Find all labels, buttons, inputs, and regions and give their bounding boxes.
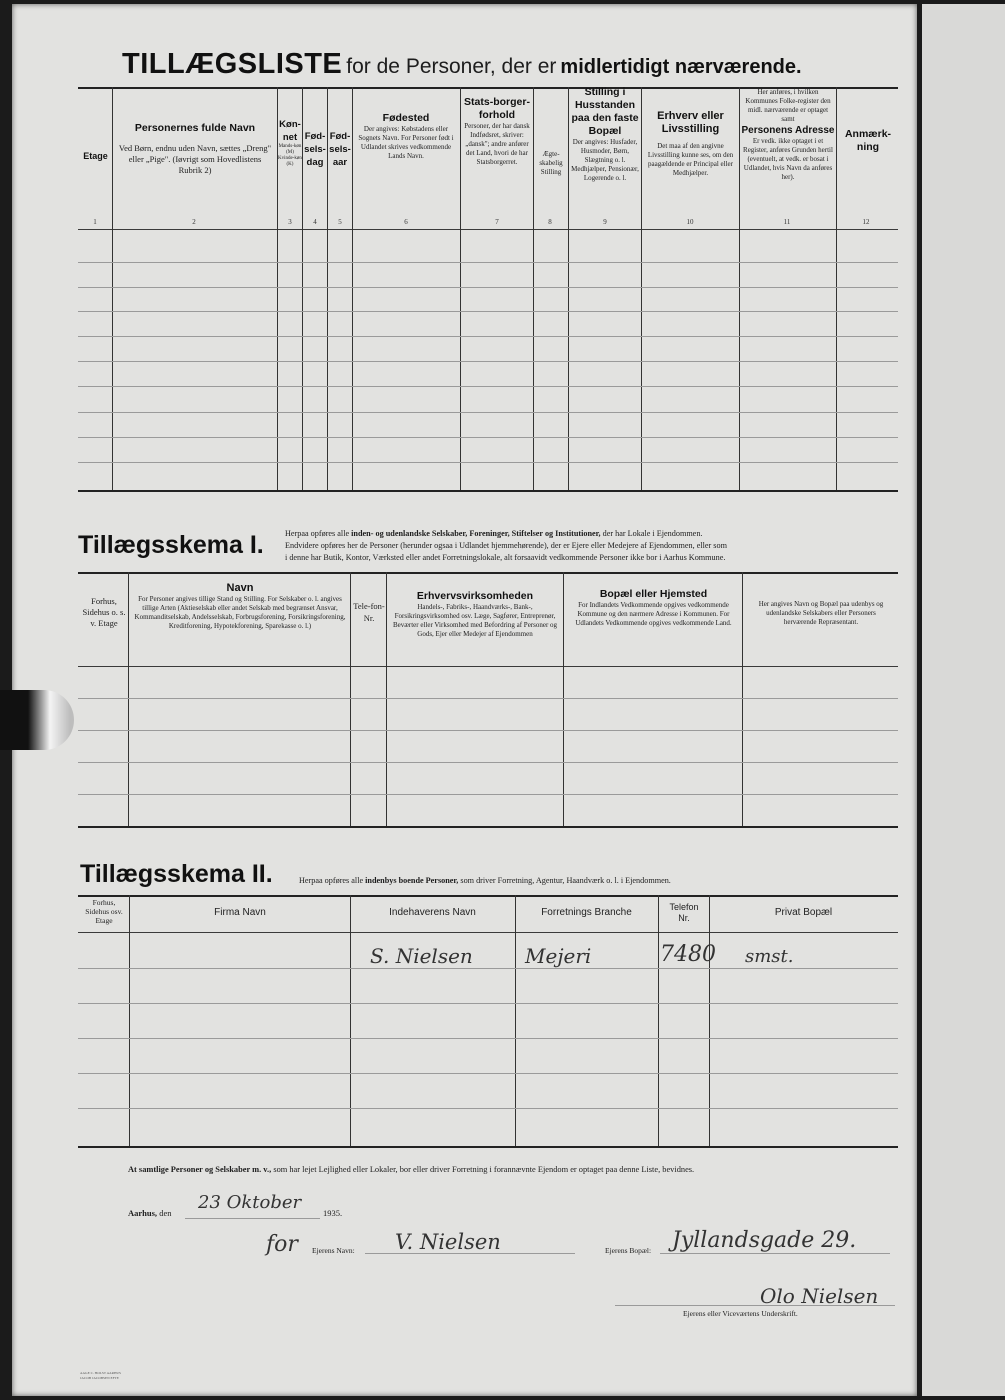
owner-address-handwritten: Jyllandsgade 29. xyxy=(672,1228,857,1253)
s1-name-header: Navn For Personer angives tillige Stand og Stilling. For Selskaber o. l. angives tillige Arten (Aktieselskab eller andet Selskab med begrænset Ansvar, Kommanditselskab, Andelsselskab, Forbrugsforening, Forsikringsforening, Kreditforening, Hypotekforening, Sparekasse o. l.) xyxy=(134,582,346,630)
s2-phone-header: Telefon Nr. xyxy=(669,902,699,923)
s1-etage-header: Forhus, Sidehus o. s. v. Etage xyxy=(82,596,126,628)
col-etage-header: Etage xyxy=(83,151,108,161)
col-num: 5 xyxy=(338,218,342,226)
s2-phone-value: 7480 xyxy=(660,942,716,967)
col-name-header: Personernes fulde Navn Ved Børn, endnu uden Navn, sættes „Dreng" eller „Pige". (Iøvrigt som Hovedlistens Rubrik 2) xyxy=(118,122,272,175)
owner-address-label: Ejerens Bopæl: xyxy=(605,1246,652,1255)
col-citizenship-header: Stats-borger-forhold Personer, der har dansk Indfødsret, skriver: „dansk"; andre anfører det Land, hvori de har Statsborgerret. xyxy=(464,96,530,166)
skema2-intro: Herpaa opføres alle indenbys boende Personer, som driver Forretning, Agentur, Haandværk o. l. i Ejendommen. xyxy=(299,876,671,885)
date-handwritten: 23 Oktober xyxy=(198,1192,302,1213)
col-num: 4 xyxy=(313,218,317,226)
col-birthyear-header: Fød-sels-aar xyxy=(329,131,351,168)
s1-residence-header: Bopæl eller Hjemsted For Indlandets Vedkommende opgives vedkommende Kommune og den nærmere Adresse i Kommunen. For Udlandets Vedkommende opgives vedkommende Land. xyxy=(575,588,732,627)
date-line: Aarhus, den xyxy=(128,1208,172,1218)
col-occupation-header: Erhverv eller Livsstilling Det maa af den angivne Livsstilling kunne ses, om den paagældende er Principal eller Medhjælper. xyxy=(647,110,734,177)
col-household-header: Stilling i Husstanden paa den faste Bopæl Der angives: Husfader, Husmoder, Børn, Slægtning o. l. Medhjælper, Pensionær, Logerende o. l. xyxy=(571,86,639,182)
col-num: 9 xyxy=(603,218,607,226)
title-rest: for de Personer, der er xyxy=(346,55,557,78)
s2-owner-header: Indehaverens Navn xyxy=(389,907,476,918)
skema1-intro: Herpaa opføres alle inden- og udenlandske Selskaber, Foreninger, Stiftelser og Institutioner, der har Lokale i Ejendommen. Endvidere opføres her de Personer (herunder ogsaa i Udlandet hjemmehørende), der er Ejere eller Medejere af Ejendommen, eller som i denne har Butik, Kontor, Værksted eller andet Forretningslokale, alt forsaavidt vedkommende Personer ikke bor i Aarhus Kommune. xyxy=(285,529,727,562)
col-marital-header: Ægte-skabelig Stilling xyxy=(539,150,563,176)
signature-handwritten: Olo Nielsen xyxy=(760,1284,879,1308)
title-main: TILLÆGSLISTE xyxy=(122,48,343,80)
s2-owner-value: S. Nielsen xyxy=(370,944,473,968)
owner-name-label: Ejerens Navn: xyxy=(312,1246,355,1255)
year: 1935. xyxy=(323,1208,343,1218)
s1-business-header: Erhvervsvirksomheden Handels-, Fabriks-, Haandværks-, Bank-, Forsikringsvirksomhed osv. Læge, Sagfører, Entreprenør, Beværter eller Virksomhed med Befordring af Personer og Gods, Ejer eller Medejer af Ejendommen xyxy=(392,590,558,638)
col-num: 6 xyxy=(404,218,408,226)
col-birthday-header: Fød-sels-dag xyxy=(304,131,326,168)
s2-etage-header: Forhus, Sidehus osv. Etage xyxy=(85,898,123,925)
s2-branch-value: Mejeri xyxy=(525,944,592,968)
s2-address-value: smst. xyxy=(745,946,794,967)
page-title xyxy=(122,48,802,81)
col-num: 12 xyxy=(862,218,870,226)
col-num: 2 xyxy=(192,218,196,226)
s2-firm-header: Firma Navn xyxy=(214,907,266,918)
owner-name-handwritten: V. Nielsen xyxy=(395,1230,501,1254)
col-address-header: Her anføres, i hvilken Kommunes Folke-register den midl. nærværende er optaget samt Personens Adresse Er vedk. ikke optaget i et Register, anføres Grunden hertil (eventuelt, at vedk. er bosat i Udlandet, hvis Navn da anføres her). xyxy=(741,88,835,181)
for-handwritten: for xyxy=(266,1232,298,1257)
s1-phone-header: Tele-fon-Nr. xyxy=(353,601,385,623)
col-num: 10 xyxy=(686,218,694,226)
s2-private-address-header: Privat Bopæl xyxy=(774,907,833,918)
s2-branch-header: Forretnings Branche xyxy=(541,907,632,918)
skema2-title: Tillægsskema II. xyxy=(80,860,273,888)
s1-representative-header: Her angives Navn og Bopæl paa udenbys og udenlandske Selskabers eller Personers herværende Repræsentant. xyxy=(758,600,884,626)
col-sex-header: Køn-net Mands-køn (M) Kvinde-køn (K) xyxy=(278,119,302,167)
signature-label: Ejerens eller Viceværtens Underskrift. xyxy=(683,1309,798,1318)
certification-text: At samtlige Personer og Selskaber m. v., som har lejet Lejlighed eller Lokaler, bor eller driver Forretning i forannævnte Ejendom er optaget paa denne Liste, bevidnes. xyxy=(128,1165,695,1174)
col-num: 7 xyxy=(495,218,499,226)
col-remarks-header: Anmærk-ning xyxy=(844,128,892,153)
page-tab-marker xyxy=(0,690,74,750)
title-bold: midlertidigt nærværende. xyxy=(560,56,802,78)
col-birthplace-header: Fødested Der angives: Købstadens eller Sognets Navn. For Personer født i Udlandet skrives vedkommende Lands Navn. xyxy=(358,112,454,160)
col-num: 8 xyxy=(548,218,552,226)
skema1-title: Tillægsskema I. xyxy=(78,531,264,559)
printer-mark: AAGE C. HOLST AARHUS JACOB JACOBSEN EFTF. xyxy=(80,1371,121,1380)
col-num: 1 xyxy=(93,218,97,226)
col-num: 3 xyxy=(288,218,292,226)
col-num: 11 xyxy=(783,218,791,226)
adjacent-page-edge xyxy=(922,4,1005,1396)
form-page xyxy=(12,4,917,1396)
